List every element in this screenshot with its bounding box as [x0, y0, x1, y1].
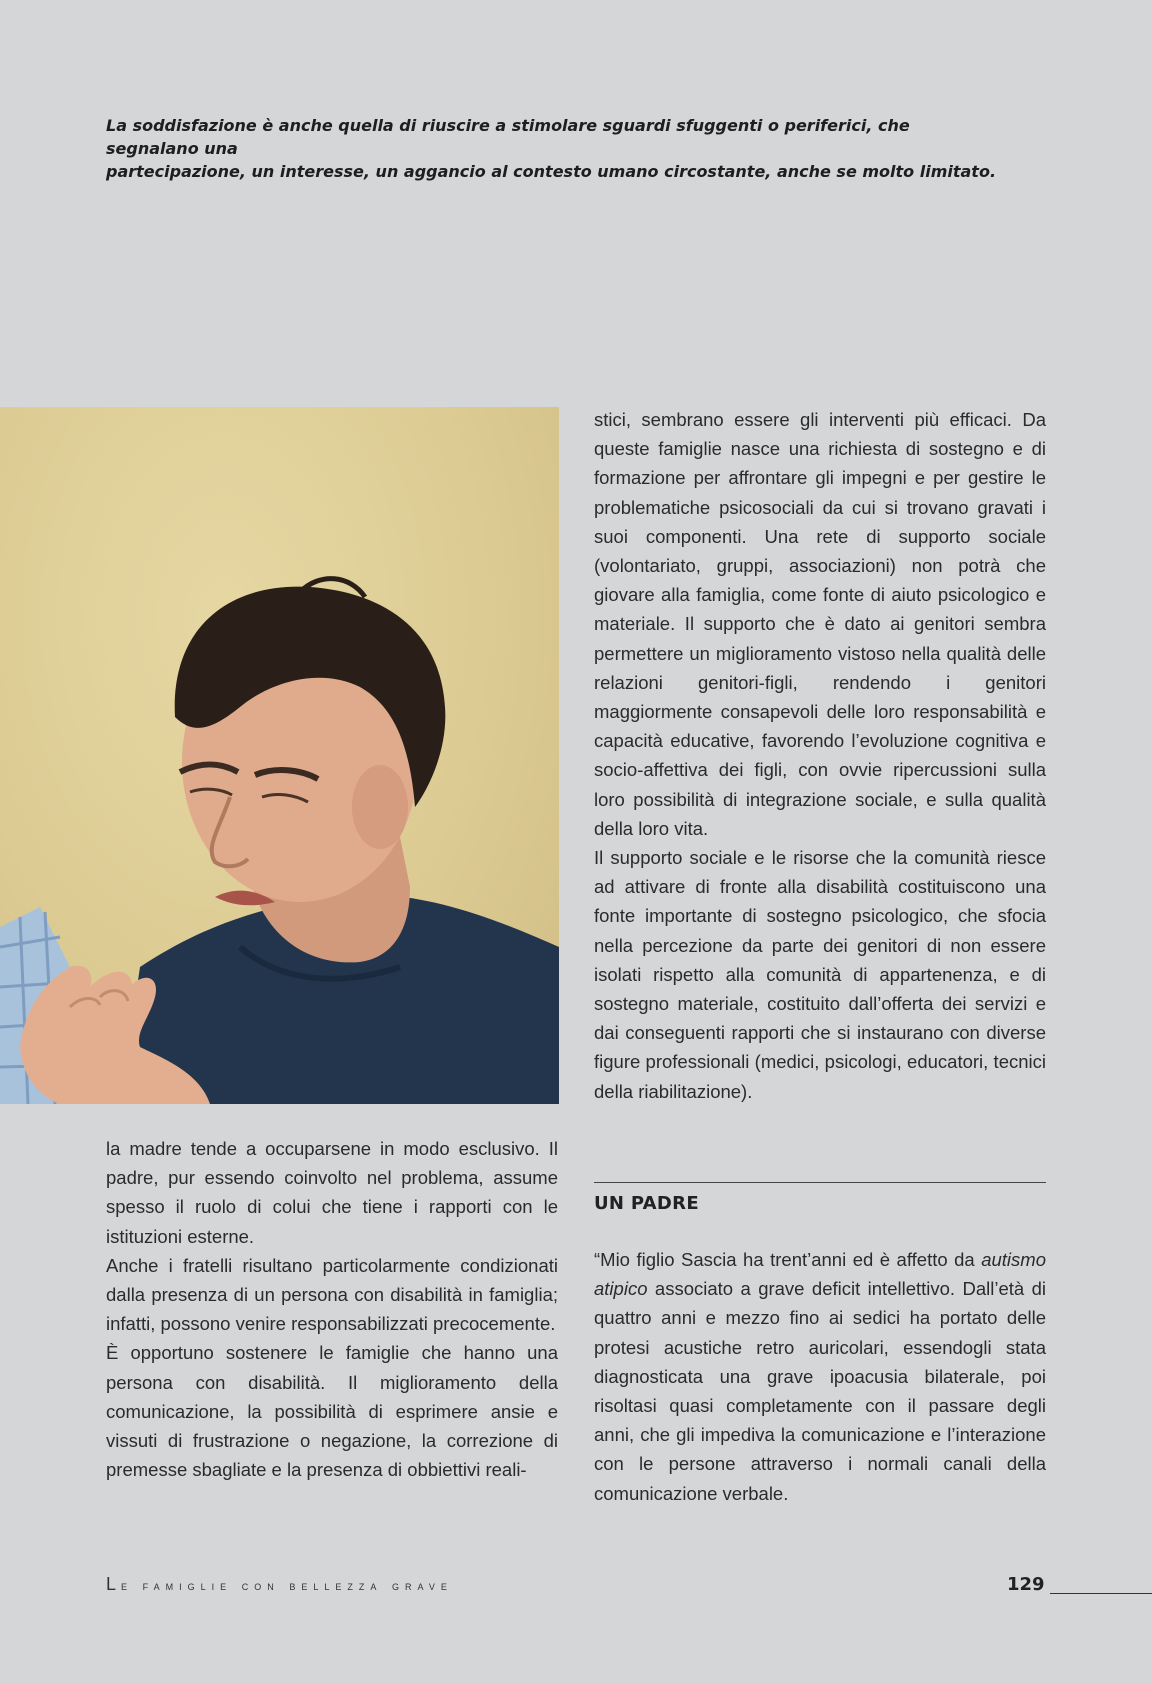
page-number: 129	[1007, 1574, 1045, 1595]
caption-line-1: La soddisfazione è anche quella di riuscire a stimolare sguardi sfuggenti o periferici, che segnalano una	[106, 116, 910, 158]
quote-rest: associato a grave deficit intellettivo. Dall’età di quattro anni e mezzo fino ai sedici ha portato delle protesi acustiche retro auricolari, essendogli stata diagnosticata una grave ipoacusia bilaterale, poi risoltasi quasi completamente con il passare degli anni, che gli impediva la comunicazione e l’interazione con le persone attraverso i normali canali della comunicazione verbale.	[594, 1278, 1046, 1504]
quote-italic-term: autismo atipico	[594, 1249, 1046, 1300]
running-footer-title	[106, 1574, 453, 1595]
right-column-bottom	[594, 1245, 1046, 1508]
paragraph: stici, sembrano essere gli interventi più efficaci. Da queste famiglie nasce una richiesta di sostegno e di formazione per affrontare gli impegni e per gestire le problematiche psicosociali da cui si trovano gravati i suoi componenti. Una rete di supporto sociale (volontariato, gruppi, associazioni) non potrà che giovare alla famiglia, come fonte di aiuto psicologico e materiale. Il supporto che è dato ai genitori sembra permettere un miglioramento vistoso nella qualità delle relazioni genitori-figli, rendendo i genitori maggiormente consapevoli delle loro responsabilità e capacità educative, favorendo l’evoluzione cognitiva e socio-affettiva dei figli, con ovvie ripercussioni sulla loro possibilità di integrazione sociale, e sulla qualità della loro vita.	[594, 409, 1046, 839]
section-heading: UN PADRE	[594, 1193, 699, 1214]
photo-caption	[106, 114, 1006, 183]
paragraph: Anche i fratelli risultano particolarmente condizionati dalla presenza di un persona con disabilità in famiglia; infatti, possono venire responsabilizzati precocemente.	[106, 1254, 558, 1335]
left-column-bottom	[106, 1134, 558, 1484]
caption-line-2: partecipazione, un interesse, un aggancio al contesto umano circostante, anche se molto limitato.	[106, 162, 997, 181]
photo-young-man	[0, 407, 559, 1104]
footer-rule	[1050, 1593, 1152, 1594]
quote-paragraph	[594, 1245, 1046, 1508]
paragraph: Il supporto sociale e le risorse che la comunità riesce ad attivare di fronte alla disabilità costituiscono una fonte importante di sostegno psicologico, che sfocia nella percezione da parte dei genitori di non essere isolati rispetto alla comunità di appartenenza, e di sostegno materiale, costituito dall’offerta dei servizi e dai conseguenti rapporti che si instaurano con diverse figure professionali (medici, psicologi, educatori, tecnici della riabilitazione).	[594, 847, 1046, 1102]
section-divider	[594, 1182, 1046, 1183]
footer-title-rest: e famiglie con bellezza grave	[121, 1578, 453, 1593]
paragraph: È opportuno sostenere le famiglie che hanno una persona con disabilità. Il miglioramento della comunicazione, la possibilità di esprimere ansie e vissuti di frustrazione o negazione, la correzione di premesse sbagliate e la presenza di obbiettivi reali-	[106, 1342, 558, 1481]
photo-illustration	[0, 407, 559, 1104]
quote-start: “Mio figlio Sascia ha trent’anni ed è affetto da	[594, 1249, 982, 1270]
footer-title-initial: L	[106, 1574, 122, 1594]
paragraph: la madre tende a occuparsene in modo esclusivo. Il padre, pur essendo coinvolto nel problema, assume spesso il ruolo di colui che tiene i rapporti con le istituzioni esterne.	[106, 1138, 558, 1247]
right-column-top	[594, 405, 1046, 1106]
